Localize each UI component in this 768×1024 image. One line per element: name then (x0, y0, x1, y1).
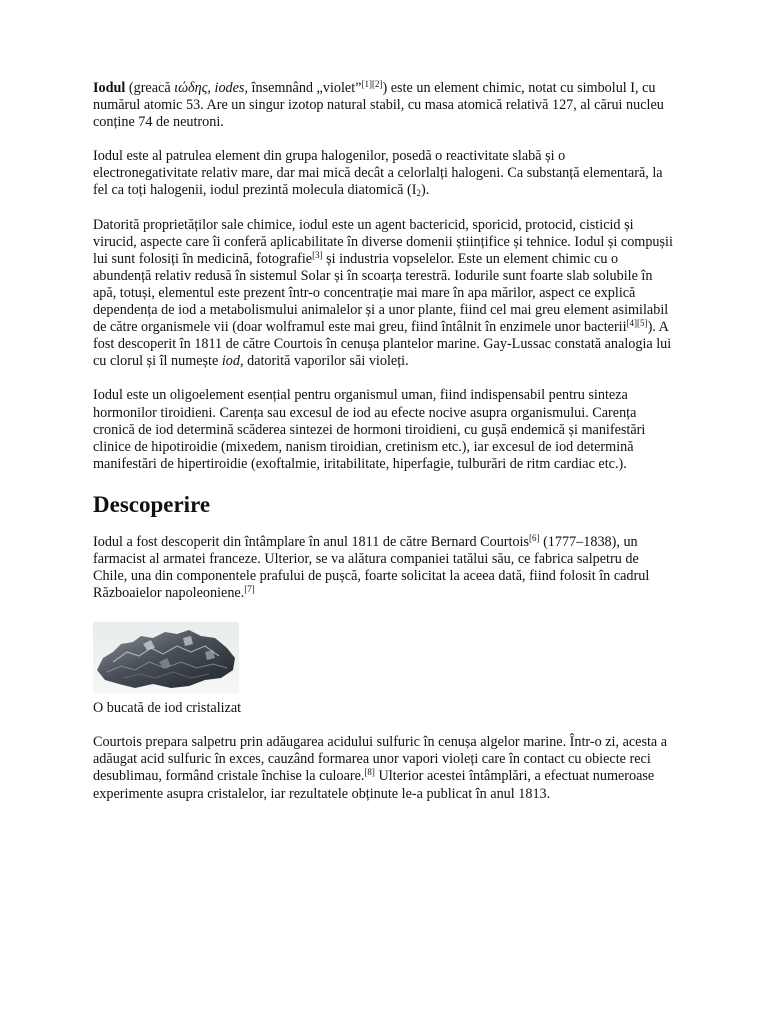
section-heading-descoperire: Descoperire (93, 491, 211, 517)
reference-link-3[interactable]: [3] (312, 249, 323, 260)
health-paragraph: Iodul este un oligoelement esențial pentru organismul uman, fiind indispensabil pentru sinteza hormonilor tiroidieni. Carența sau excesul de iod au efecte nocive asupra organismului. Carența cronică de iod determină scăderea sintezei de hormoni tiroidieni, cu gușă endemică și manifestări clinice de hipotiroidie (mixedem, nanism tiroidian, cretinism etc.), iar excesul de iod determină manifestări de hipertiroidie (exoftalmie, iritabilitate, hiperfagie, tulburări de ritm cardiac etc.). (93, 387, 646, 472)
greek-word: ιώδης (174, 80, 208, 96)
article-body (93, 80, 673, 803)
halogen-paragraph (93, 148, 673, 199)
intro-text-3: , însemnând „violet” (244, 80, 362, 96)
properties-text-2: și industria vopselelor. Este un element chimic cu o abundență relativ redusă în sistemul Solar și în scoarța terestră. Iodurile sunt foarte slab solubile în apă, totuși, elementul este prezent într-o concentrație mai mare în apa mărilor, aspect ce explică dependența de iod a metabolismului animalelor și a unor plante, fiind cel mai greu element asimilabil de către organismele vii (doar wolframul este mai greu, fiind întâlnit în enzimele unor bacterii (93, 250, 669, 336)
experiment-paragraph (93, 734, 673, 802)
term-iodul: Iodul (93, 80, 126, 96)
iod-word: iod (221, 353, 240, 370)
intro-text-1: (greacă (125, 80, 175, 96)
properties-text-3: ). A fost descoperit în 1811 de către Courtois în cenușa plantelor marine. Gay-Lussac constată analogia lui cu clorul și îl numește (93, 319, 672, 370)
halogen-text-end: ). (420, 182, 430, 199)
iodine-crystal-image[interactable] (93, 622, 239, 694)
experiment-text-2: Ulterior acestei întâmplări, a efectuat numeroase experimente asupra cristalelor, iar rezultatele obținute le-a publicat în anul 1813. (93, 768, 655, 802)
reference-link-1-2[interactable]: [1][2] (361, 79, 383, 89)
intro-paragraph (93, 80, 673, 131)
reference-link-8[interactable]: [8] (364, 767, 375, 778)
experiment-text-1: Courtois prepara salpetru prin adăugarea acidului sulfuric în cenușa algelor marine. Într-o zi, acesta a adăugat acid sulfuric în exces, cauzând formarea unor vapori violeți care în contact cu obiecte reci desublimau, formând cristale închise la culoare. (93, 734, 668, 785)
intro-text-4: ) este un element chimic, notat cu simbolul I, cu numărul atomic 53. Are un singur izotop natural stabil, cu masa atomică relativă 127, al cărui nucleu conține 74 de neutroni. (93, 80, 664, 131)
subscript-2: 2 (416, 188, 421, 199)
reference-link-4-5[interactable]: [4][5] (626, 318, 648, 329)
properties-text-1: Datorită proprietăților sale chimice, iodul este un agent bactericid, sporicid, protocid, cisticid și virucid, aspecte care îi conferă aplicabilitate în diverse domenii științifice și tehnice. Iodul și compușii lui sunt folosiți în medicină, fotografie (93, 216, 673, 267)
iodine-figure (93, 622, 243, 717)
discovery-text-2: (1777–1838), un farmacist al armatei franceze. Ulterior, se va alătura companiei tatălui său, ce fabrica salpetru de Chile, una din componentele prafului de pușcă, foarte solicitat la aceea dată, fiind folosit în cadrul Războaielor napoleoniene. (93, 533, 650, 602)
latin-word: iodes (214, 80, 245, 96)
discovery-text-1: Iodul a fost descoperit din întâmplare în anul 1811 de către Bernard Courtois (93, 533, 530, 550)
discovery-paragraph (93, 534, 673, 602)
reference-link-7[interactable]: [7] (244, 584, 255, 595)
reference-link-6[interactable]: [6] (529, 532, 540, 543)
properties-paragraph (93, 217, 673, 371)
figure-caption: O bucată de iod cristalizat (93, 700, 242, 717)
intro-text-2: , (207, 80, 215, 96)
properties-text-4: , datorită vaporilor săi violeți. (240, 353, 409, 370)
halogen-text: Iodul este al patrulea element din grupa halogenilor, posedă o reactivitate slabă și o electronegativitate relativ mare, dar mai mică decât a celorlalți halogeni. Ca substanță elementară, la fel ca toți halogenii, iodul prezintă molecula diatomică (I (93, 148, 663, 199)
